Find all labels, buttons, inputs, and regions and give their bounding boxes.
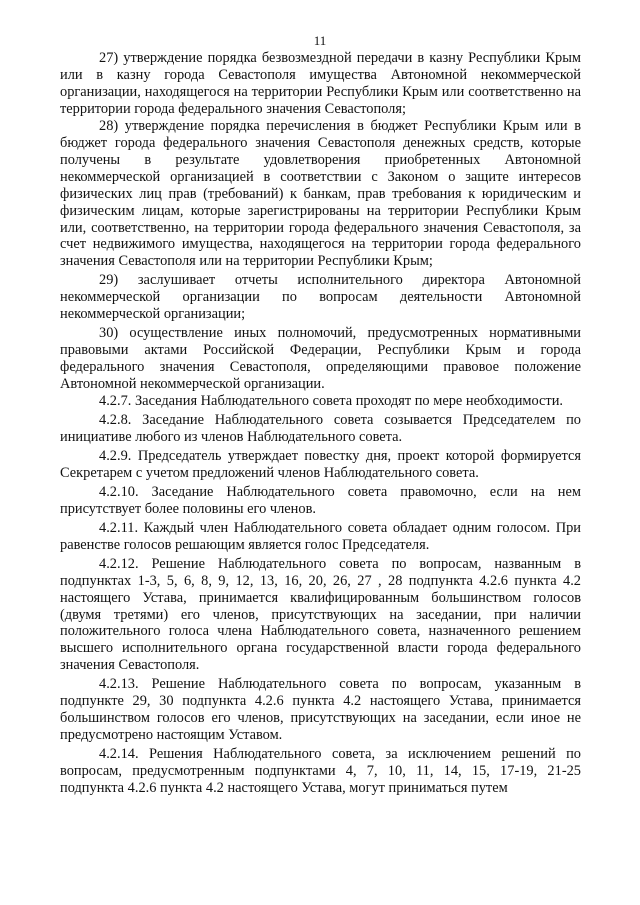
paragraph-4-2-12: 4.2.12. Решение Наблюдательного совета по вопросам, названным в подпунктах 1-3, 5, 6, 8, 9, 12, 13, 16, 20, 26, 27 , 28 подпункта 4.2.6 пункта 4.2 настоящего Устава, принимается квалифицированным большинством голосов (двумя третями) его членов, присутствующих на заседании, при наличии положительного голоса члена Наблюдательного совета, назначенного решением высшего исполнительного органа государственной власти города федерального значения Севастополя.	[60, 555, 581, 674]
paragraph-4-2-9: 4.2.9. Председатель утверждает повестку дня, проект которой формируется Секретарем с учетом предложений членов Наблюдательного совета.	[60, 447, 581, 481]
paragraph-4-2-10: 4.2.10. Заседание Наблюдательного совета правомочно, если на нем присутствует более половины его членов.	[60, 483, 581, 517]
document-body	[60, 50, 581, 797]
paragraph-4-2-7: 4.2.7. Заседания Наблюдательного совета проходят по мере необходимости.	[99, 393, 564, 410]
paragraph-4-2-11: 4.2.11. Каждый член Наблюдательного совета обладает одним голосом. При равенстве голосов решающим является голос Председателя.	[60, 519, 581, 553]
paragraph-item-28: 28) утверждение порядка перечисления в бюджет Республики Крым или в бюджет города федерального значения Севастополя денежных средств, которые получены в результате удовлетворения приобретенных Автономной некоммерческой организацией в соответствии с Законом о защите интересов физических лиц прав (требований) к банкам, прав требования к юридическим и физическим лицам, которые зарегистрированы на территории Республики Крым или, соответственно, на территории города федерального значения Севастополя, за счет недвижимого имущества, находящегося на территории города федерального значения Севастополя или на территории Республики Крым;	[60, 117, 581, 270]
paragraph-item-29: 29) заслушивает отчеты исполнительного директора Автономной некоммерческой организации по вопросам деятельности Автономной некоммерческой организации;	[60, 272, 581, 323]
paragraph-4-2-14: 4.2.14. Решения Наблюдательного совета, за исключением решений по вопросам, предусмотренным подпунктами 4, 7, 10, 11, 14, 15, 17-19, 21-25 подпункта 4.2.6 пункта 4.2 настоящего Устава, могут приниматься путем	[60, 746, 581, 797]
page-number: 11	[313, 33, 327, 48]
paragraph-4-2-13: 4.2.13. Решение Наблюдательного совета по вопросам, указанным в подпункте 29, 30 подпункта 4.2.6 пункта 4.2 настоящего Устава, принимается большинством голосов его членов, присутствующих на заседании, если иное не предусмотрено настоящим Уставом.	[60, 676, 581, 744]
paragraph-4-2-8: 4.2.8. Заседание Наблюдательного совета созывается Председателем по инициативе любого из членов Наблюдательного совета.	[60, 412, 581, 445]
paragraph-item-30: 30) осуществление иных полномочий, предусмотренных нормативными правовыми актами Российской Федерации, Республики Крым и города федерального значения Севастополя, определяющими правовое положение Автономной некоммерческой организации.	[60, 325, 581, 393]
paragraph-item-27: 27) утверждение порядка безвозмездной передачи в казну Республики Крым или в казну города Севастополя имущества Автономной некоммерческой организации, находящегося на территории Республики Крым или соответственно на территории города федерального значения Севастополя;	[60, 50, 581, 117]
